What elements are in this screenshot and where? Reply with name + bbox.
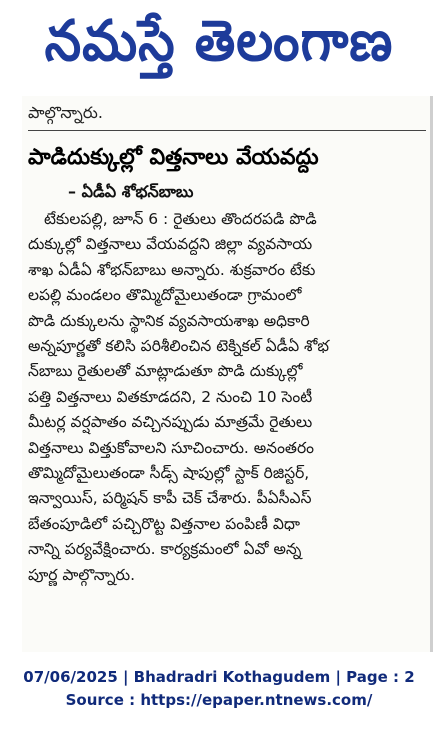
article-body bbox=[28, 207, 426, 588]
clipping-content bbox=[28, 96, 426, 588]
article-headline: పాడిదుక్కుల్లో విత్తనాలు వేయవద్దు bbox=[28, 145, 319, 170]
article-line: శాఖ ఏడీఏ శోభన్‌బాబు అన్నారు. శుక్రవారం టేకు bbox=[28, 260, 316, 279]
newspaper-masthead bbox=[0, 0, 438, 96]
article-line: పొడి దుక్కులను స్థానిక వ్యవసాయశాఖ అధికారి bbox=[28, 311, 310, 330]
article-line: తొమ్మిదోమైలుతండా సీడ్స్ షాపుల్లో స్టాక్ రిజిస్టర్, bbox=[28, 464, 310, 483]
news-clipping bbox=[22, 96, 433, 652]
article-line: పూర్ణ పాల్గొన్నారు. bbox=[28, 565, 135, 584]
masthead-title: నమస్తే తెలంగాణ bbox=[44, 8, 394, 74]
article-line: ఇన్వాయిస్, పర్మిషన్ కాపీ చెక్ చేశారు. పీఏసీఎస్ bbox=[28, 489, 312, 508]
article-line: మీటర్ల వర్షపాతం వచ్చినప్పుడు మాత్రమే రైతులు bbox=[28, 413, 313, 432]
previous-article-tail: పాల్గొన్నారు. bbox=[28, 102, 426, 131]
article-byline: – ఏడీఏ శోభన్‌బాబు bbox=[68, 182, 194, 201]
article-line: అన్నపూర్ణతో కలిసి పరిశీలించిన టెక్నికల్ ఏడీఏ శోభ bbox=[28, 337, 330, 356]
article-line: నాన్ని పర్యవేక్షించారు. కార్యక్రమంలో ఏవో అన్న bbox=[28, 540, 302, 559]
article-line: న్‌బాబు రైతులతో మాట్లాడుతూ పొడి దుక్కుల్లో bbox=[28, 362, 303, 381]
article-line: విత్తనాలు విత్తుకోవాలని సూచించారు. అనంతరం bbox=[28, 438, 315, 457]
clipping-source-line: Source : https://epaper.ntnews.com/ bbox=[65, 691, 373, 709]
clipping-meta-line: 07/06/2025 | Bhadradri Kothagudem | Page : 2 bbox=[23, 668, 415, 686]
clipping-footer bbox=[0, 666, 438, 712]
article-line: టేకులపల్లి, జూన్ 6 : రైతులు తొందరపడి పొడి bbox=[44, 210, 317, 228]
article-line: పత్తి విత్తనాలు వితకూడదని, 2 నుంచి 10 సెంటీ bbox=[28, 387, 313, 406]
article-line: దుక్కుల్లో విత్తనాలు వేయవద్దని జిల్లా వ్యవసాయ bbox=[28, 235, 313, 254]
article-line: బేతంపూడిలో పచ్చిరొట్ట విత్తనాల పంపిణీ విధా bbox=[28, 514, 301, 533]
article-line: లపల్లి మండలం తొమ్మిదోమైలుతండా గ్రామంలో bbox=[28, 286, 302, 305]
